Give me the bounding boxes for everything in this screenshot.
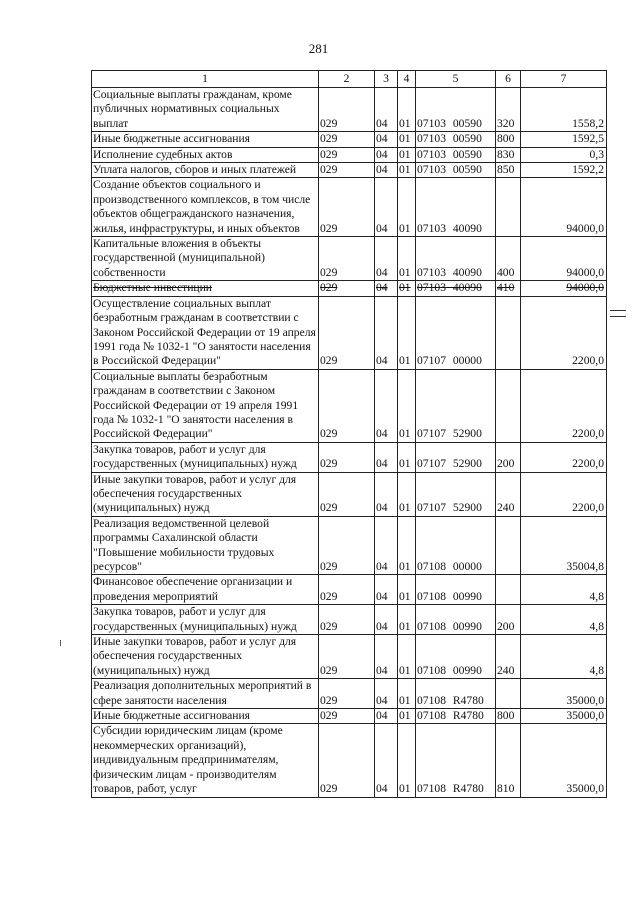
cell-grbs: 029 — [319, 709, 375, 724]
table-row — [92, 516, 607, 575]
cell-subsection: 01 — [398, 237, 416, 281]
cell-section: 04 — [375, 709, 398, 724]
cell-section: 04 — [375, 724, 398, 797]
column-header: 7 — [521, 71, 607, 88]
cell-expense-type: 800 — [496, 132, 521, 147]
cell-name: Осуществление социальных выплат безработным гражданам в соответствии с Законом Российской Федерации от 19 апреля 1991 года № 1032-1 "О занятости населения в Российской Федерации" — [92, 296, 319, 369]
table-row — [92, 635, 607, 679]
cell-target-code: 07103 00590 — [416, 163, 496, 178]
table-row — [92, 605, 607, 635]
cell-subsection: 01 — [398, 709, 416, 724]
cell-subsection: 01 — [398, 605, 416, 635]
cell-subsection: 01 — [398, 442, 416, 472]
cell-amount: 1558,2 — [521, 88, 607, 132]
cell-name: Социальные выплаты гражданам, кроме публичных нормативных социальных выплат — [92, 88, 319, 132]
cell-name: Исполнение судебных актов — [92, 147, 319, 162]
cell-subsection: 01 — [398, 369, 416, 442]
cell-target-code: 07103 00590 — [416, 147, 496, 162]
cell-grbs: 029 — [319, 516, 375, 575]
cell-amount: 0,3 — [521, 147, 607, 162]
cell-section: 04 — [375, 575, 398, 605]
cell-expense-type: 800 — [496, 709, 521, 724]
cell-section: 04 — [375, 605, 398, 635]
table-row — [92, 132, 607, 147]
cell-section: 04 — [375, 88, 398, 132]
cell-name: Закупка товаров, работ и услуг для государственных (муниципальных) нужд — [92, 605, 319, 635]
table-row — [92, 147, 607, 162]
cell-subsection: 01 — [398, 132, 416, 147]
cell-expense-type: 240 — [496, 635, 521, 679]
cell-expense-type: 850 — [496, 163, 521, 178]
table-row — [92, 709, 607, 724]
cell-section: 04 — [375, 296, 398, 369]
cell-amount: 94000,0 — [521, 281, 607, 296]
table-row — [92, 575, 607, 605]
cell-target-code: 07103 40090 — [416, 237, 496, 281]
cell-name: Закупка товаров, работ и услуг для государственных (муниципальных) нужд — [92, 442, 319, 472]
cell-name: Бюджетные инвестиции — [92, 281, 319, 296]
cell-target-code: 07103 40090 — [416, 281, 496, 296]
cell-expense-type — [496, 516, 521, 575]
cell-expense-type — [496, 679, 521, 709]
cell-grbs: 029 — [319, 88, 375, 132]
cell-subsection: 01 — [398, 296, 416, 369]
cell-grbs: 029 — [319, 369, 375, 442]
cell-expense-type: 410 — [496, 281, 521, 296]
cell-expense-type — [496, 296, 521, 369]
cell-subsection: 01 — [398, 281, 416, 296]
cell-target-code: 07107 52900 — [416, 442, 496, 472]
cell-expense-type: 400 — [496, 237, 521, 281]
cell-amount: 1592,2 — [521, 163, 607, 178]
table-row — [92, 442, 607, 472]
cell-grbs: 029 — [319, 635, 375, 679]
cell-target-code: 07108 R4780 — [416, 724, 496, 797]
cell-amount: 94000,0 — [521, 178, 607, 237]
cell-target-code: 07108 R4780 — [416, 679, 496, 709]
table-header-row — [92, 71, 607, 88]
cell-amount: 35000,0 — [521, 724, 607, 797]
cell-subsection: 01 — [398, 679, 416, 709]
cell-subsection: 01 — [398, 163, 416, 178]
cell-name: Иные бюджетные ассигнования — [92, 132, 319, 147]
cell-subsection: 01 — [398, 635, 416, 679]
cell-grbs: 029 — [319, 605, 375, 635]
strike-through-mark — [610, 310, 626, 317]
cell-target-code: 07103 40090 — [416, 178, 496, 237]
cell-subsection: 01 — [398, 516, 416, 575]
column-header: 2 — [319, 71, 375, 88]
table-row — [92, 281, 607, 296]
cell-name: Иные закупки товаров, работ и услуг для обеспечения государственных (муниципальных) нужд — [92, 472, 319, 516]
cell-amount: 4,8 — [521, 605, 607, 635]
cell-grbs: 029 — [319, 296, 375, 369]
cell-name: Субсидии юридическим лицам (кроме некоммерческих организаций), индивидуальным предпринимателям, физическим лицам - производителям товаров, работ, услуг — [92, 724, 319, 797]
cell-expense-type — [496, 369, 521, 442]
cell-grbs: 029 — [319, 472, 375, 516]
cell-expense-type: 830 — [496, 147, 521, 162]
table-row — [92, 178, 607, 237]
cell-subsection: 01 — [398, 575, 416, 605]
budget-table — [91, 70, 607, 798]
cell-amount: 4,8 — [521, 575, 607, 605]
cell-grbs: 029 — [319, 178, 375, 237]
cell-section: 04 — [375, 472, 398, 516]
cell-grbs: 029 — [319, 132, 375, 147]
cell-expense-type: 240 — [496, 472, 521, 516]
cell-target-code: 07108 R4780 — [416, 709, 496, 724]
cell-subsection: 01 — [398, 472, 416, 516]
cell-section: 04 — [375, 635, 398, 679]
table-row — [92, 237, 607, 281]
cell-target-code: 07108 00990 — [416, 605, 496, 635]
cell-expense-type — [496, 575, 521, 605]
cell-name: Иные закупки товаров, работ и услуг для обеспечения государственных (муниципальных) нужд — [92, 635, 319, 679]
cell-subsection: 01 — [398, 147, 416, 162]
cell-name: Реализация ведомственной целевой программы Сахалинской области "Повышение мобильности трудовых ресурсов" — [92, 516, 319, 575]
cell-expense-type: 200 — [496, 442, 521, 472]
cell-grbs: 029 — [319, 163, 375, 178]
table-row — [92, 472, 607, 516]
cell-target-code: 07108 00990 — [416, 575, 496, 605]
cell-section: 04 — [375, 237, 398, 281]
cell-name: Создание объектов социального и производственного комплексов, в том числе объектов общегражданского назначения, жилья, инфраструктуры, и иных объектов — [92, 178, 319, 237]
cell-section: 04 — [375, 163, 398, 178]
cell-name: Капитальные вложения в объекты государственной (муниципальной) собственности — [92, 237, 319, 281]
cell-section: 04 — [375, 281, 398, 296]
column-header: 3 — [375, 71, 398, 88]
cell-amount: 35004,8 — [521, 516, 607, 575]
cell-target-code: 07103 00590 — [416, 132, 496, 147]
cell-name: Уплата налогов, сборов и иных платежей — [92, 163, 319, 178]
cell-subsection: 01 — [398, 88, 416, 132]
cell-amount: 2200,0 — [521, 296, 607, 369]
cell-section: 04 — [375, 369, 398, 442]
cell-name: Иные бюджетные ассигнования — [92, 709, 319, 724]
table-row — [92, 163, 607, 178]
cell-grbs: 029 — [319, 679, 375, 709]
cell-target-code: 07107 52900 — [416, 369, 496, 442]
cell-name: Реализация дополнительных мероприятий в сфере занятости населения — [92, 679, 319, 709]
cell-section: 04 — [375, 442, 398, 472]
cell-target-code: 07103 00590 — [416, 88, 496, 132]
cell-amount: 94000,0 — [521, 237, 607, 281]
cell-expense-type — [496, 178, 521, 237]
cell-amount: 2200,0 — [521, 472, 607, 516]
cell-target-code: 07108 00990 — [416, 635, 496, 679]
table-row — [92, 679, 607, 709]
cell-amount: 2200,0 — [521, 369, 607, 442]
column-header: 5 — [416, 71, 496, 88]
cell-section: 04 — [375, 178, 398, 237]
table-row — [92, 369, 607, 442]
column-header: 1 — [92, 71, 319, 88]
cell-amount: 2200,0 — [521, 442, 607, 472]
cell-grbs: 029 — [319, 442, 375, 472]
cell-grbs: 029 — [319, 147, 375, 162]
table-row — [92, 88, 607, 132]
table-row — [92, 296, 607, 369]
cell-expense-type: 810 — [496, 724, 521, 797]
cell-target-code: 07107 52900 — [416, 472, 496, 516]
cell-section: 04 — [375, 147, 398, 162]
cell-name: Социальные выплаты безработным гражданам в соответствии с Законом Российской Федерации от 19 апреля 1991 года № 1032-1 "О занятости населения в Российской Федерации" — [92, 369, 319, 442]
cell-amount: 35000,0 — [521, 679, 607, 709]
cell-grbs: 029 — [319, 237, 375, 281]
cell-subsection: 01 — [398, 724, 416, 797]
cell-section: 04 — [375, 679, 398, 709]
cell-expense-type: 200 — [496, 605, 521, 635]
cell-grbs: 029 — [319, 724, 375, 797]
page-number: 281 — [308, 41, 329, 56]
cell-subsection: 01 — [398, 178, 416, 237]
cell-amount: 4,8 — [521, 635, 607, 679]
cell-section: 04 — [375, 516, 398, 575]
cell-target-code: 07108 00000 — [416, 516, 496, 575]
cell-target-code: 07107 00000 — [416, 296, 496, 369]
cell-grbs: 029 — [319, 281, 375, 296]
column-header: 6 — [496, 71, 521, 88]
cell-amount: 1592,5 — [521, 132, 607, 147]
cell-section: 04 — [375, 132, 398, 147]
column-header: 4 — [398, 71, 416, 88]
margin-mark — [60, 640, 61, 646]
cell-amount: 35000,0 — [521, 709, 607, 724]
cell-grbs: 029 — [319, 575, 375, 605]
cell-expense-type: 320 — [496, 88, 521, 132]
cell-name: Финансовое обеспечение организации и проведения мероприятий — [92, 575, 319, 605]
table-row — [92, 724, 607, 797]
